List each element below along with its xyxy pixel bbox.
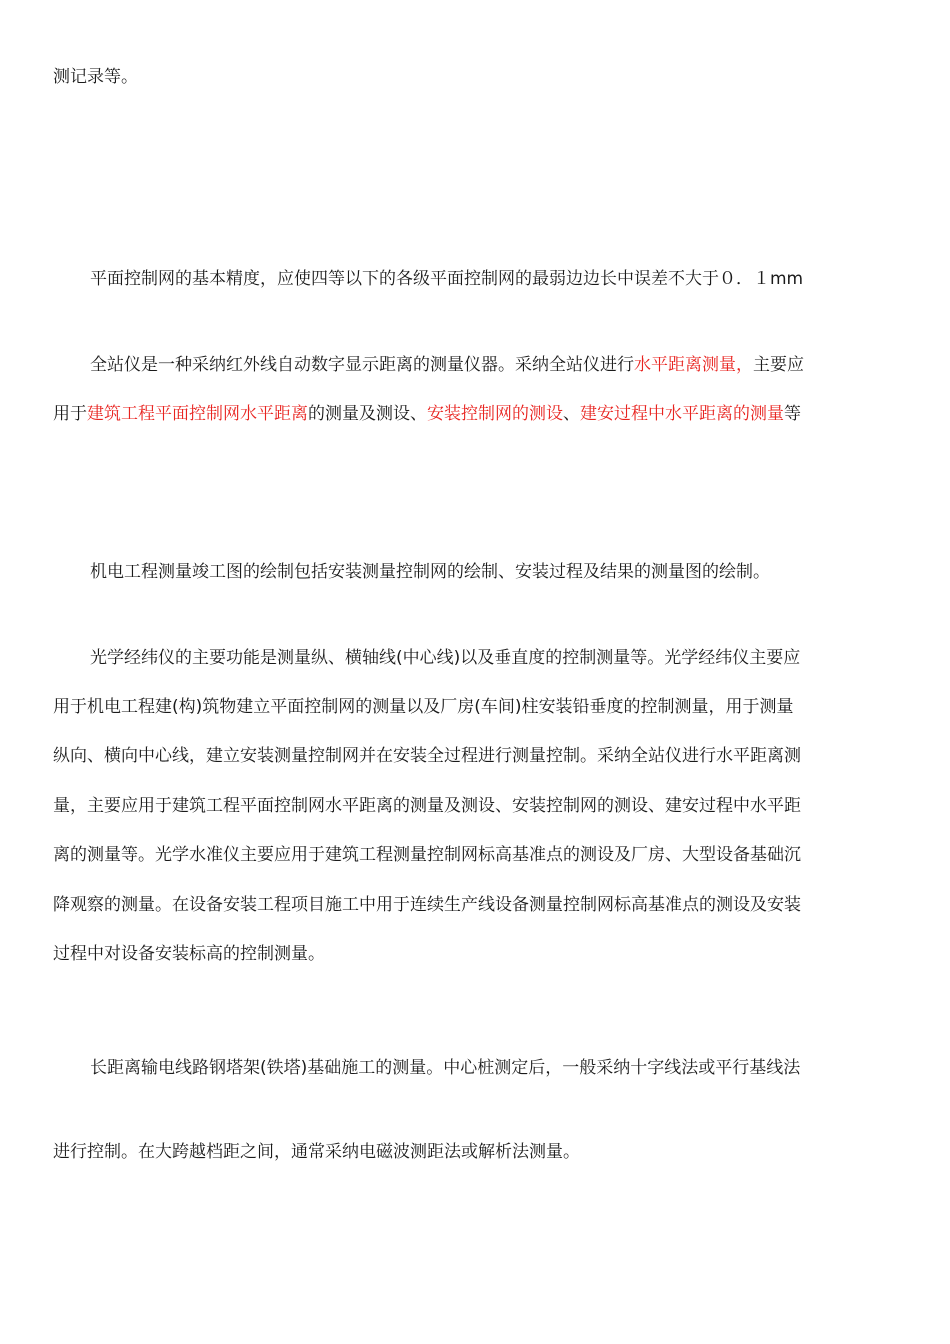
paragraph-4-line-6: 降观察的测量。在设备安装工程项目施工中用于连续生产线设备测量控制网标高基准点的测设及安装 bbox=[53, 895, 801, 915]
paragraph-4-line-5: 离的测量等。光学水准仪主要应用于建筑工程测量控制网标高基准点的测设及厂房、大型设备基础沉 bbox=[53, 845, 801, 865]
paragraph-5-line-2: 进行控制。在大跨越档距之间，通常采纳电磁波测距法或解析法测量。 bbox=[53, 1142, 580, 1162]
highlight-text: 建安过程中水平距离的测量 bbox=[580, 404, 784, 424]
paragraph-5-line-1: 长距离输电线路钢塔架(铁塔)基础施工的测量。中心桩测定后，一般采纳十字线法或平行基线法 bbox=[90, 1058, 801, 1078]
paragraph-4-line-1: 光学经纬仪的主要功能是测量纵、横轴线(中心线)以及垂直度的控制测量等。光学经纬仪主要应 bbox=[90, 648, 801, 668]
paragraph-4-line-3: 纵向、横向中心线，建立安装测量控制网并在安装全过程进行测量控制。采纳全站仪进行水平距离测 bbox=[53, 746, 801, 766]
paragraph-2-line-1 bbox=[90, 353, 898, 377]
paragraph-4-line-7: 过程中对设备安装标高的控制测量。 bbox=[53, 944, 325, 964]
paragraph-2-text: 、 bbox=[563, 404, 580, 424]
paragraph-2-text: 用于 bbox=[53, 404, 87, 424]
highlight-text: 建筑工程平面控制网水平距离 bbox=[87, 404, 308, 424]
paragraph-3-line-1: 机电工程测量竣工图的绘制包括安装测量控制网的绘制、安装过程及结果的测量图的绘制。 bbox=[90, 562, 770, 582]
paragraph-2-text: 全站仪是一种采纳红外线自动数字显示距离的测量仪器。采纳全站仪进行 bbox=[90, 355, 634, 375]
paragraph-2-text: 的测量及测设、 bbox=[308, 404, 427, 424]
paragraph-4-line-2: 用于机电工程建(构)筑物建立平面控制网的测量以及厂房(车间)柱安装铅垂度的控制测量，用于测量 bbox=[53, 697, 794, 717]
paragraph-4-line-4: 量，主要应用于建筑工程平面控制网水平距离的测量及测设、安装控制网的测设、建安过程中水平距 bbox=[53, 796, 801, 816]
paragraph-0-line-1: 测记录等。 bbox=[53, 67, 138, 87]
paragraph-1-line-1: 平面控制网的基本精度，应使四等以下的各级平面控制网的最弱边边长中误差不大于０．１mm bbox=[90, 269, 804, 289]
paragraph-2-line-2 bbox=[53, 402, 898, 426]
paragraph-2-text: 主要应 bbox=[753, 355, 804, 375]
highlight-text: 安装控制网的测设 bbox=[427, 404, 563, 424]
paragraph-2-text: 等 bbox=[784, 404, 801, 424]
highlight-text: 水平距离测量， bbox=[634, 355, 753, 375]
